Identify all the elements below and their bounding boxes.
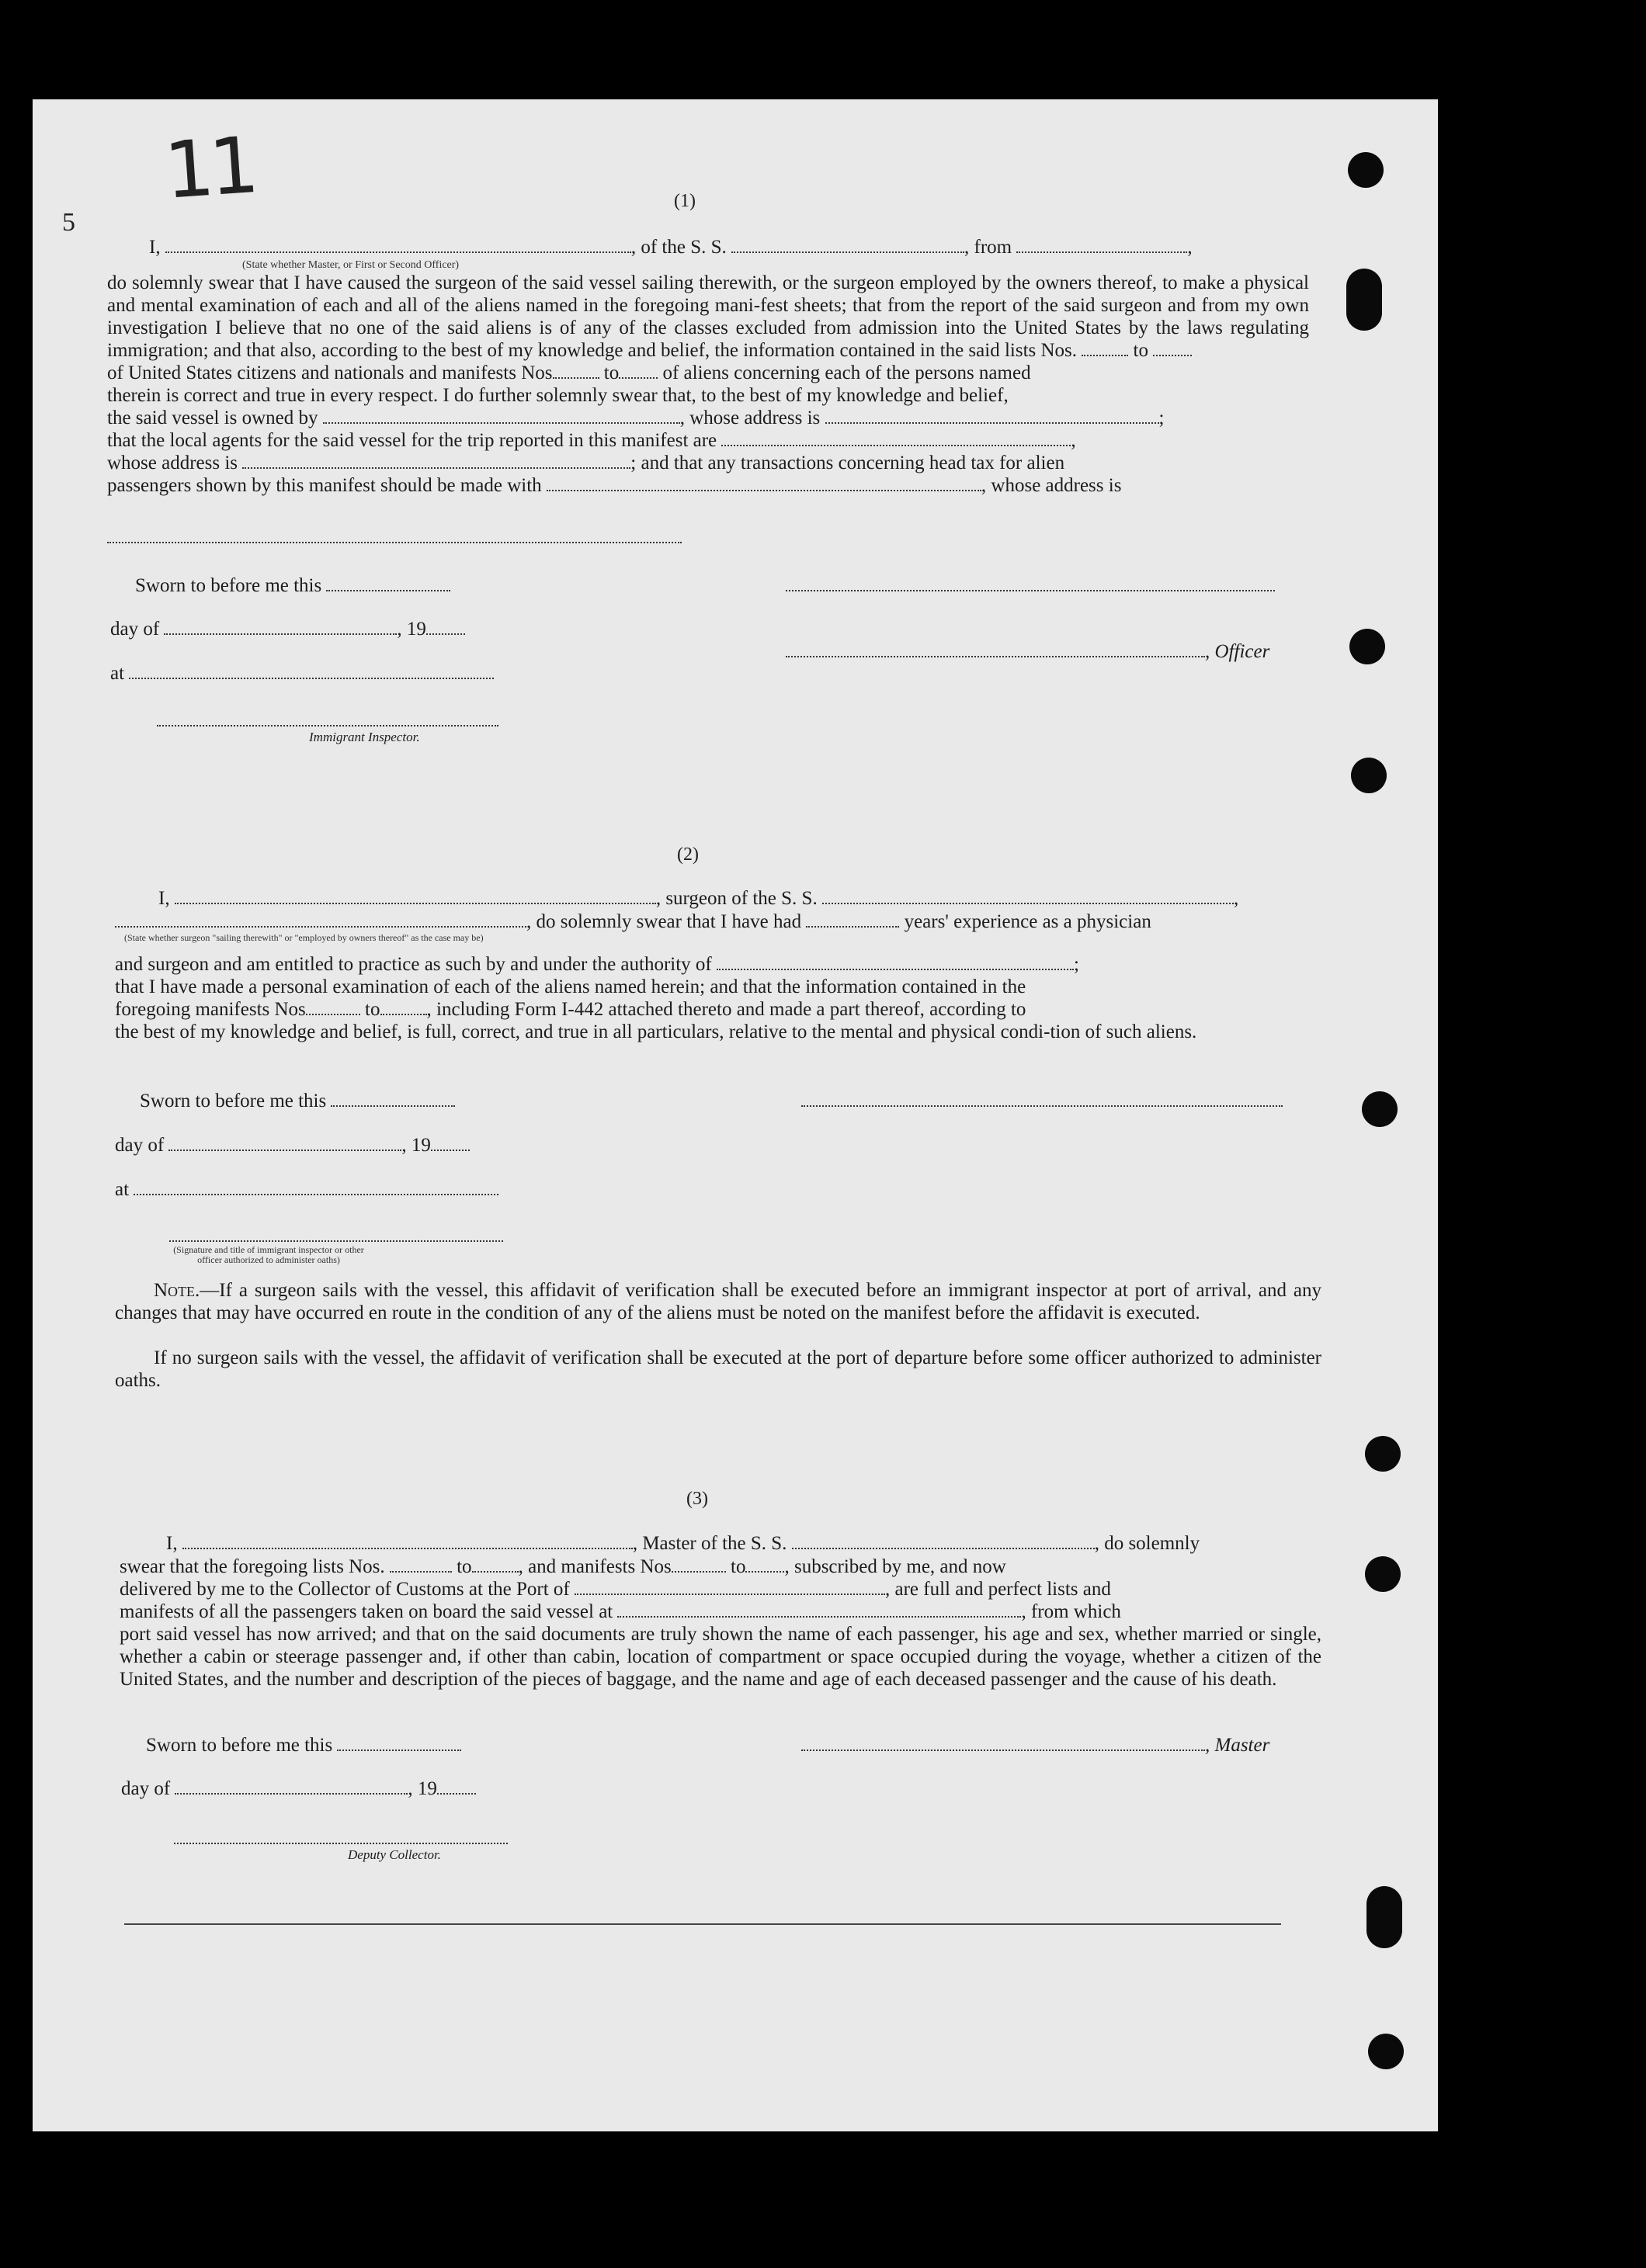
section2-line2: , do solemnly swear that I have had years' experience as a physician <box>115 910 1151 933</box>
day-of-line: day of , 19 <box>110 618 465 640</box>
signature-note: (Signature and title of immigrant inspector or other officer authorized to administer oaths) <box>173 1244 364 1265</box>
day-of-line: day of , 19 <box>121 1777 476 1800</box>
at-line: at <box>115 1178 498 1201</box>
punch-hole <box>1351 758 1387 793</box>
address-line <box>107 542 682 543</box>
sworn-line: Sworn to before me this <box>140 1090 455 1112</box>
section-number: (1) <box>674 191 696 211</box>
surgeon-note: (State whether surgeon "sailing therewith" or "employed by owners thereof" as the case may be) <box>124 932 484 943</box>
section1-line1: I, , of the S. S. , from , <box>149 237 1193 258</box>
sworn-line: Sworn to before me this <box>146 1734 461 1756</box>
margin-mark: 5 <box>62 208 75 237</box>
punch-hole <box>1349 629 1385 664</box>
note-paragraph-2: If no surgeon sails with the vessel, the affidavit of verification shall be executed at the port of departure before some officer authorized to administer oaths. <box>115 1347 1321 1391</box>
pencil-number: 11 <box>161 120 258 217</box>
signature-line <box>169 1240 503 1242</box>
punch-hole <box>1365 1436 1401 1472</box>
at-line: at <box>110 662 494 685</box>
punch-hole <box>1366 1886 1402 1948</box>
punch-hole <box>1348 152 1384 188</box>
section3-line1: I, , Master of the S. S. , do solemnly <box>166 1533 1200 1554</box>
master-line: , Master <box>801 1734 1269 1756</box>
section3-paragraph: swear that the foregoing lists Nos. to , and manifests Nos to , subscribed by me, and now delivered by me to the Collector of Customs at the Port of , are full and perfect lists and manifests of all the passengers taken on board the said vessel at , from which port said vessel has now arrived; and that on the said documents are truly shown the name of each passenger, his age and sex, whether married or single, whether a cabin or steerage passenger and, if other than cabin, location of compartment or space occupied during the voyage, whether a citizen of the United States, and the number and description of the pieces of baggage, and the name and age of each deceased passenger and the cause of his death. <box>120 1556 1321 1690</box>
bottom-rule <box>124 1923 1281 1925</box>
punch-hole <box>1362 1091 1398 1127</box>
section-number: (3) <box>686 1489 708 1509</box>
collector-title: Deputy Collector. <box>348 1847 441 1862</box>
day-of-line: day of , 19 <box>115 1134 470 1157</box>
master-officer-note: (State whether Master, or First or Second Officer) <box>242 259 460 271</box>
officer-line: , Officer <box>786 640 1269 663</box>
punch-hole <box>1346 269 1382 331</box>
section2-line1: I, , surgeon of the S. S. , <box>158 888 1239 909</box>
punch-hole <box>1368 2034 1404 2069</box>
section2-paragraph: and surgeon and am entitled to practice as such by and under the authority of ; that I have made a personal examination of each of the aliens named herein; and that the information contained in the foregoing manifests Nos to , including Form I-442 attached thereto and made a part thereof, according to the best of my knowledge and belief, is full, correct, and true in all particulars, relative to the mental and physical condi-tion of such aliens. <box>115 954 1197 1042</box>
signature-line <box>157 725 498 727</box>
manifest-affidavit-page <box>33 99 1438 2131</box>
signature-line <box>786 590 1275 591</box>
note-paragraph: Note.—If a surgeon sails with the vessel, this affidavit of verification shall be executed before an immigrant inspector at port of arrival, and any changes that may have occurred en route in the condition of any of the aliens must be noted on the manifest before the affidavit is executed. <box>115 1280 1321 1323</box>
sworn-line: Sworn to before me this <box>135 574 450 597</box>
signature-line <box>174 1843 508 1844</box>
section1-paragraph: do solemnly swear that I have caused the surgeon of the said vessel sailing therewith, or the surgeon employed by the owners thereof, to make a physical and mental examination of each and all of the aliens named in the foregoing mani-fest sheets; that from the report of the said surgeon and from my own investigation I believe that no one of the said aliens is of any of the classes excluded from admission into the United States by the laws regulating immigration; and that also, according to the best of my knowledge and belief, the information contained in the said lists Nos. to of United States citizens and nationals and manifests Nos to of aliens concerning each of the persons named therein is correct and true in every respect. I do further solemnly swear that, to the best of my knowledge and belief, the said vessel is owned by , whose address is ; that the local agents for the said vessel for the trip reported in this manifest are , whose address is ; and that any transactions concerning head tax for alien passengers shown by this manifest should be made with , whose address is <box>107 272 1309 496</box>
signature-line <box>801 1105 1283 1107</box>
inspector-title: Immigrant Inspector. <box>309 730 420 744</box>
section-number: (2) <box>677 844 699 865</box>
punch-hole <box>1365 1556 1401 1592</box>
